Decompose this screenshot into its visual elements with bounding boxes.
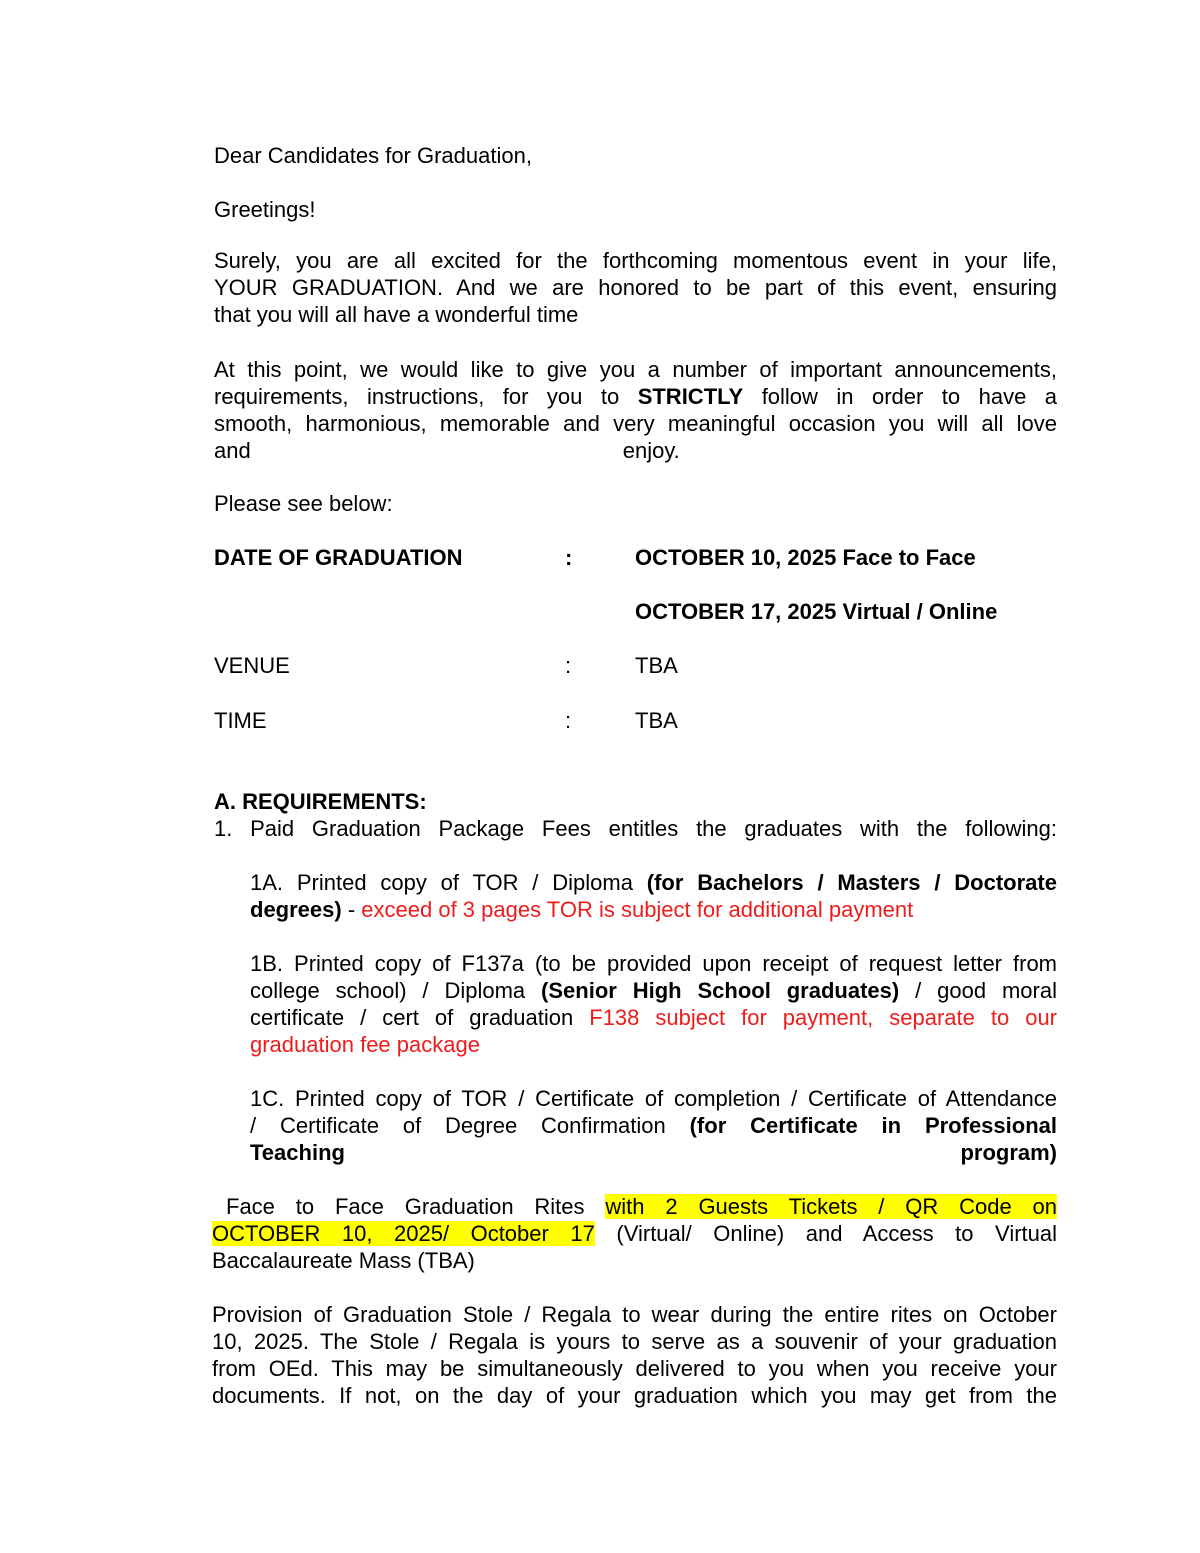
item-line xyxy=(250,896,1057,923)
salutation: Dear Candidates for Graduation, xyxy=(214,143,532,168)
highlighted-text: with 2 Guests Tickets / QR Code on xyxy=(605,1194,1057,1219)
text-run: - xyxy=(341,897,362,922)
requirement-1a xyxy=(250,869,1057,923)
paragraph-line: Baccalaureate Mass (TBA) xyxy=(212,1248,475,1273)
intro-line: YOUR GRADUATION. And we are honored to be part of this event, ensuring xyxy=(214,275,1057,300)
paragraph-line: 10, 2025. The Stole / Regala is yours to serve as a souvenir of your graduation xyxy=(212,1329,1057,1354)
stole-paragraph xyxy=(212,1301,1057,1409)
paragraph-line: smooth, harmonious, memorable and very meaningful occasion you will all love xyxy=(214,411,1057,436)
bold-text: Teaching xyxy=(250,1140,345,1165)
venue-label: VENUE xyxy=(214,653,290,678)
text-run: requirements, instructions, for you to xyxy=(214,384,620,409)
requirement-item-1 xyxy=(214,815,1057,842)
intro-line: that you will all have a wonderful time xyxy=(214,302,579,327)
intro-paragraph xyxy=(214,247,1057,328)
greeting: Greetings! xyxy=(214,197,316,222)
bold-text: (for Bachelors / Masters / Doctorate xyxy=(646,870,1057,895)
paragraph-line xyxy=(212,1193,1057,1220)
face-to-face-paragraph xyxy=(212,1193,1057,1274)
paragraph-line xyxy=(212,1220,1057,1247)
text-run: / good moral xyxy=(915,978,1057,1003)
item-line xyxy=(250,869,1057,896)
red-note: graduation fee package xyxy=(250,1032,480,1057)
venue-colon: : xyxy=(565,653,572,678)
text-run: and xyxy=(214,438,251,463)
text-run: / Certificate of Degree Confirmation xyxy=(250,1113,666,1138)
text-run: 1A. Printed copy of TOR / Diploma xyxy=(250,870,633,895)
paragraph-line: documents. If not, on the day of your graduation which you may get from the xyxy=(212,1383,1057,1408)
intro-line: Surely, you are all excited for the forthcoming momentous event in your life, xyxy=(214,248,1057,273)
item-line xyxy=(250,1112,1057,1139)
item-line xyxy=(250,1004,1057,1031)
requirement-1b xyxy=(250,950,1057,1058)
text-run: (Virtual/ Online) and Access to Virtual xyxy=(616,1221,1058,1246)
date-label: DATE OF GRADUATION xyxy=(214,545,463,570)
venue-value: TBA xyxy=(635,653,678,678)
requirements-heading: A. REQUIREMENTS: xyxy=(214,789,427,814)
highlighted-text: OCTOBER 10, 2025/ October 17 xyxy=(212,1221,595,1246)
paragraph-line: Provision of Graduation Stole / Regala to wear during the entire rites on October xyxy=(212,1302,1057,1327)
bold-text: program) xyxy=(960,1140,1057,1165)
date-value-virtual: OCTOBER 17, 2025 Virtual / Online xyxy=(635,599,998,624)
text-run: enjoy. xyxy=(622,438,680,463)
text-run: follow in order to have a xyxy=(761,384,1057,409)
time-label: TIME xyxy=(214,708,267,733)
paragraph-line: At this point, we would like to give you a number of important announcements, xyxy=(214,357,1057,382)
item-line: 1. Paid Graduation Package Fees entitles the graduates with the following: xyxy=(214,816,1057,841)
time-value: TBA xyxy=(635,708,678,733)
item-line: 1C. Printed copy of TOR / Certificate of completion / Certificate of Attendance xyxy=(250,1086,1057,1111)
bold-text: (Senior High School graduates) xyxy=(541,978,900,1003)
announcements-paragraph xyxy=(214,356,1057,464)
date-value-face-to-face: OCTOBER 10, 2025 Face to Face xyxy=(635,545,976,570)
text-run: Face to Face Graduation Rites xyxy=(226,1194,585,1219)
paragraph-line xyxy=(214,383,1057,410)
bold-text: (for Certificate in Professional xyxy=(689,1113,1057,1138)
item-line xyxy=(250,1139,1057,1166)
item-line: 1B. Printed copy of F137a (to be provided upon receipt of request letter from xyxy=(250,951,1057,976)
bold-text: degrees) xyxy=(250,897,342,922)
item-line xyxy=(250,977,1057,1004)
paragraph-line xyxy=(214,437,1057,464)
see-below: Please see below: xyxy=(214,491,393,516)
requirement-1c xyxy=(250,1085,1057,1166)
date-colon: : xyxy=(565,545,573,570)
red-note: F138 subject for payment, separate to our xyxy=(589,1005,1058,1030)
text-run: certificate / cert of graduation xyxy=(250,1005,574,1030)
text-run: college school) / Diploma xyxy=(250,978,526,1003)
paragraph-line: from OEd. This may be simultaneously delivered to you when you receive your xyxy=(212,1356,1057,1381)
strictly-emphasis: STRICTLY xyxy=(637,384,744,409)
time-colon: : xyxy=(565,708,572,733)
red-note: exceed of 3 pages TOR is subject for additional payment xyxy=(361,897,914,922)
